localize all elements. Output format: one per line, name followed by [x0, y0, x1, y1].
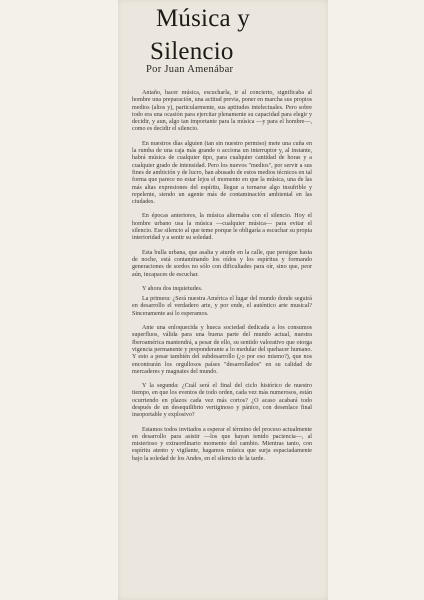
paragraph: En nuestros días alguien (tan sin nuestro permiso) mete una cuña en la rumba de una caja más grande o acciona un interruptor y, al instante, habrá música de cualquier tipo, para cualquier cantidad de horas y a cualquier grado de intensidad. Pero los nuevos "medios", por servir a sus fines de ambición y de lucro, han abusado de estos medios técnicos en tal forma que parece no estar lejos el momento en que la música, una de las más altas expresiones del espíritu, llegue a tornarse algo insufrible y repelente, siendo un agente más de contaminación ambiental en las ciudades. — [132, 140, 312, 206]
title-line-2: Silencio — [150, 38, 234, 65]
paragraph: Esta bulla urbana, que asalta y aturde en la calle, que persigue hasta de noche, está contaminando los oídos y los espíritus y formando generaciones de sordos no sólo con dificultades para oír, sino que, peor aún, incapaces de escuchar. — [132, 249, 312, 278]
paragraph: Y la segunda: ¿Cuál será el final del ciclo histórico de nuestro tiempo, en que los eventos de todo orden, cada vez más numerosos, están ocurriendo en plazos cada vez más cortos? ¿O acaso acabará todo después de un desequilibrio vertiginoso y pánico, con desenlace final insoportable y explosivo? — [132, 383, 312, 419]
paragraph: Antaño, hacer música, escucharla, ir al concierto, significaba al hombre una preparación, una actitud previa, poner en marcha sus propios medios (altos y), particularmente, sus aptitudes intelectuales. Pero sobre todo era una ocasión para ejercitar plenamente su capacidad para elegir y decidir, y aun, algo tan importante para la música —y para el hombre—, como es decidir el silencio. — [132, 90, 312, 133]
paragraph: Ante una enloquecida y hueca sociedad dedicada a los consumos superfluos, válida para una buena parte del mundo actual, nuestra Iberoamérica mantendrá, a pesar de ello, su sentido valorativo que otorga vigencia permanente y preponderante a lo medular del quehacer humano. Y esto a pesar también del subdesarrollo (¿o por eso mismo?), que nos encontrarán los orgullosos países "desarrollados" en su calidad de mercaderes y magnates del mundo. — [132, 325, 312, 375]
newspaper-clipping — [118, 0, 328, 600]
article-body — [132, 90, 312, 470]
paragraph: En épocas anteriores, la música alternaba con el silencio. Hoy el hombre urbano usa la música —cualquier música— para evitar el silencio. Ese silencio al que teme porque le obligaría a escuchar su propia interioridad y a sentir su soledad. — [132, 213, 312, 242]
article-title — [150, 2, 250, 68]
title-line-1: Música y — [156, 5, 250, 32]
paragraph: Y ahora dos inquietudes. — [142, 285, 203, 292]
paragraph: La primera: ¿Será nuestra América el lugar del mundo donde seguirá en desarrollo el verdadero arte, y por ende, el auténtico arte musical? Sinceramente así lo esperamos. — [132, 296, 312, 317]
byline: Por Juan Amenábar — [146, 64, 234, 75]
paragraph: Estamos todos invitados a esperar el término del proceso actualmente en desarrollo para asistir —los que hayan tenido paciencia—, al misterioso y extraordinario momento del cambio. Mientras tanto, con espíritu atento y vigilante, hagamos música que surja espaciadamente bajo la soledad de los Andes, en el silencio de la tarde. — [132, 426, 312, 462]
